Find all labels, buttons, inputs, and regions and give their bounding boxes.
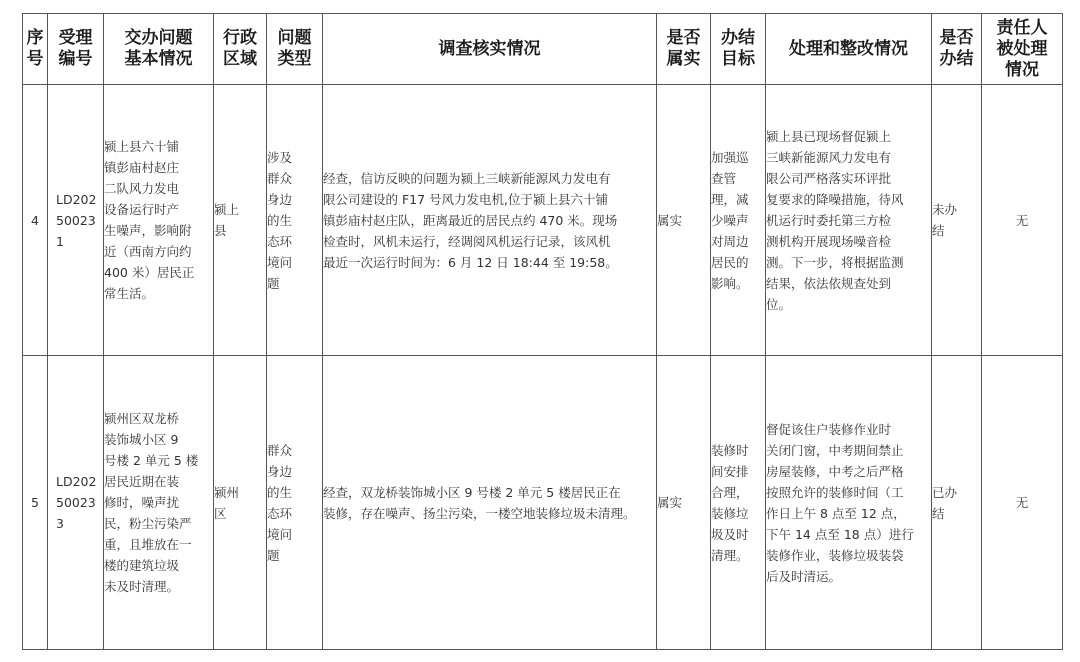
header-accountability: 责任人 被处理 情况	[982, 14, 1063, 85]
header-verified: 是否 属实	[657, 14, 711, 85]
header-goal: 办结 目标	[711, 14, 766, 85]
header-handling: 处理和整改情况	[766, 14, 932, 85]
table-row	[23, 356, 1063, 650]
row-seq: 4	[23, 85, 48, 356]
row-region: 颍州 区	[214, 356, 267, 650]
row-accountability: 无	[982, 85, 1063, 356]
row-goal: 装修时 间安排 合理， 装修垃 圾及时 清理。	[711, 356, 766, 650]
header-region: 行政 区域	[214, 14, 267, 85]
row-type: 涉及 群众 身边 的生 态环 境问 题	[267, 85, 323, 356]
row-id: LD202 50023 3	[48, 356, 104, 650]
row-accountability: 无	[982, 356, 1063, 650]
header-investigation: 调查核实情况	[323, 14, 657, 85]
header-seq: 序 号	[23, 14, 48, 85]
row-verified: 属实	[657, 356, 711, 650]
row-closed: 未办 结	[932, 85, 982, 356]
header-closed: 是否 办结	[932, 14, 982, 85]
header-id: 受理 编号	[48, 14, 104, 85]
row-handling: 颍上县已现场督促颍上 三峡新能源风力发电有 限公司严格落实环评批 复要求的降噪措施，待风 机运行时委托第三方检 测机构开展现场噪音检 测。下一步，将根据监测 结果，依法依规查处到 位。	[766, 85, 932, 356]
row-goal: 加强巡 查管 理，减 少噪声 对周边 居民的 影响。	[711, 85, 766, 356]
row-type: 群众 身边 的生 态环 境问 题	[267, 356, 323, 650]
row-region: 颍上 县	[214, 85, 267, 356]
table-row	[23, 85, 1063, 356]
row-verified: 属实	[657, 85, 711, 356]
row-closed: 已办 结	[932, 356, 982, 650]
row-investigation: 经查，信访反映的问题为颍上三峡新能源风力发电有 限公司建设的 F17 号风力发电机,位于颍上县六十铺 镇彭庙村赵庄队，距离最近的居民点约 470 米。现场 检查时，风机未运行，经调阅风机运行记录，该风机 最近一次运行时间为：6 月 12 日 18:44 至 19:58。	[323, 85, 657, 356]
header-issue: 交办问题 基本情况	[104, 14, 214, 85]
header-type: 问题 类型	[267, 14, 323, 85]
row-issue: 颍上县六十铺 镇彭庙村赵庄 二队风力发电 设备运行时产 生噪声，影响附 近（西南方向约 400 米）居民正 常生活。	[104, 85, 214, 356]
row-id: LD202 50023 1	[48, 85, 104, 356]
row-seq: 5	[23, 356, 48, 650]
row-handling: 督促该住户装修作业时 关闭门窗，中考期间禁止 房屋装修，中考之后严格 按照允许的装修时间（工 作日上午 8 点至 12 点， 下午 14 点至 18 点）进行 装修作业，装修垃圾装袋 后及时清运。	[766, 356, 932, 650]
header-row	[23, 14, 1063, 85]
row-investigation: 经查，双龙桥装饰城小区 9 号楼 2 单元 5 楼居民正在 装修，存在噪声、扬尘污染，一楼空地装修垃圾未清理。	[323, 356, 657, 650]
row-issue: 颍州区双龙桥 装饰城小区 9 号楼 2 单元 5 楼 居民近期在装 修时，噪声扰 民，粉尘污染严 重，且堆放在一 楼的建筑垃圾 未及时清理。	[104, 356, 214, 650]
case-table	[22, 13, 1063, 650]
